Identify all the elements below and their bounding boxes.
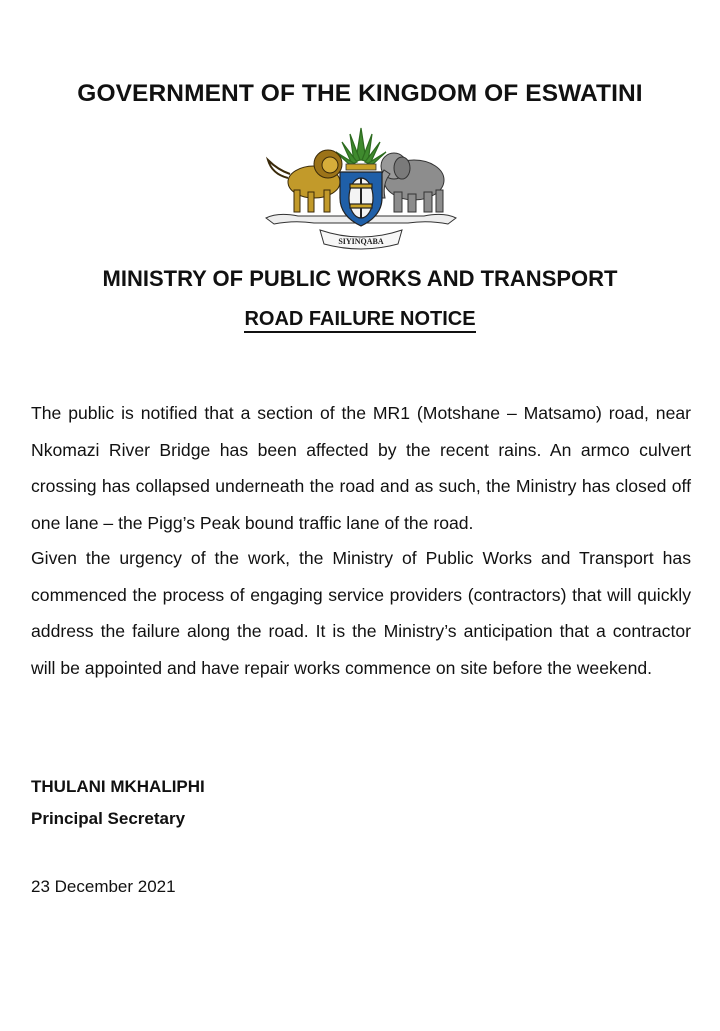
- emblem-motto: SIYINQABA: [338, 237, 384, 246]
- coat-of-arms-emblem: [258, 120, 464, 254]
- elephant-icon: [379, 153, 444, 212]
- lion-icon: [268, 150, 342, 212]
- ministry-heading: MINISTRY OF PUBLIC WORKS AND TRANSPORT: [102, 266, 618, 291]
- notice-title: [0, 308, 720, 331]
- notice-paragraph-2: Given the urgency of the work, the Ministry of Public Works and Transport has commenced the process of engaging service providers (contractors) that will quickly address the failure along the road. It is the Ministry’s anticipation that a contractor will be appointed and have repair works commence on site before the weekend.: [31, 548, 691, 678]
- signatory-name: THULANI MKHALIPHI: [31, 777, 205, 796]
- government-heading: GOVERNMENT OF THE KINGDOM OF ESWATINI: [77, 80, 643, 107]
- notice-date: 23 December 2021: [31, 877, 176, 896]
- notice-paragraph-1: The public is notified that a section of the MR1 (Motshane – Matsamo) road, near Nkomazi River Bridge has been affected by the recent rains. An armco culvert crossing has collapsed underneath the road and as such, the Ministry has closed off one lane – the Pigg’s Peak bound traffic lane of the road.: [31, 403, 691, 533]
- plume-icon: [336, 128, 386, 166]
- signatory-title: Principal Secretary: [31, 809, 186, 828]
- notice-title-text: ROAD FAILURE NOTICE: [244, 308, 475, 333]
